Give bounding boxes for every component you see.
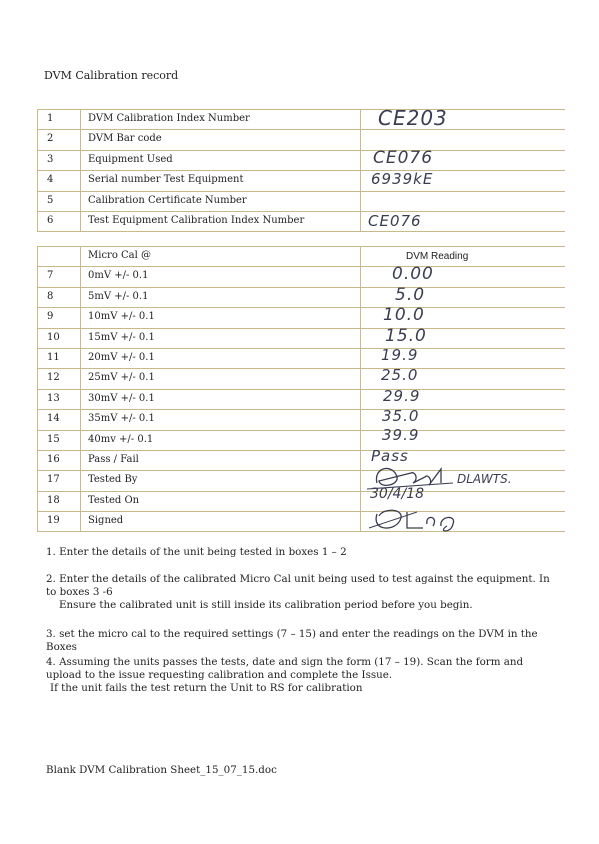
row-number: 11 [47, 351, 60, 363]
handwritten-value: 30/4/18 [370, 485, 424, 502]
row-label: Pass / Fail [88, 453, 139, 465]
row-label: 25mV +/- 0.1 [88, 372, 155, 384]
handwritten-value: 6939kE [371, 170, 434, 189]
handwritten-value: CE076 [368, 211, 422, 230]
row-label: Signed [88, 515, 124, 527]
instruction-2 [46, 573, 556, 612]
row-label: 30mV +/- 0.1 [88, 392, 155, 404]
handwritten-value: Pass [371, 446, 409, 465]
table-row [37, 147, 565, 170]
handwritten-value: 25.0 [381, 366, 419, 385]
row-number: 5 [47, 194, 54, 206]
instruction-1: 1. Enter the details of the unit being tested in boxes 1 – 2 [46, 546, 347, 558]
row-label: Tested By [88, 474, 138, 486]
handwritten-value: 19.9 [381, 345, 419, 364]
row-number: 8 [47, 290, 54, 302]
instruction-2-note: Ensure the calibrated unit is still inside its calibration period before you begin. [59, 599, 473, 611]
row-label: Calibration Certificate Number [88, 194, 247, 206]
handwritten-value: DLAWTS. [457, 472, 512, 487]
row-label: Equipment Used [88, 153, 173, 165]
handwritten-value: CE076 [373, 147, 434, 168]
table-row [37, 386, 565, 409]
table-row [37, 368, 565, 388]
row-label: 5mV +/- 0.1 [88, 290, 149, 302]
instruction-4-text: 4. Assuming the units passes the tests, date and sign the form (17 – 19). Scan the form and upload to the issue requesting calibration and complete the Issue. [46, 656, 524, 681]
table-row [37, 284, 565, 307]
table-row [37, 307, 565, 327]
row-number: 1 [47, 113, 54, 124]
row-label: 40mv +/- 0.1 [88, 433, 154, 445]
row-number: 6 [47, 214, 54, 226]
row-label: DVM Bar code [88, 133, 162, 145]
readings-table [37, 246, 565, 532]
row-number: 15 [47, 433, 60, 445]
instruction-3: 3. set the micro cal to the required settings (7 – 15) and enter the readings on the DVM in the Boxes [46, 628, 538, 653]
handwritten-value: CE203 [378, 106, 448, 130]
table-header-row [37, 246, 565, 266]
row-label: 15mV +/- 0.1 [88, 331, 155, 343]
instruction-2-text: 2. Enter the details of the calibrated Micro Cal unit being used to test against the equipment. In to boxes 3 -6 [46, 573, 550, 598]
table-row [37, 511, 565, 532]
row-label: 35mV +/- 0.1 [88, 413, 155, 425]
row-number: 19 [47, 515, 60, 527]
row-label: Serial number Test Equipment [88, 174, 244, 186]
row-label: 0mV +/- 0.1 [88, 270, 149, 282]
row-number: 18 [47, 494, 60, 506]
row-number: 7 [47, 270, 54, 282]
row-label: 10mV +/- 0.1 [88, 311, 155, 323]
handwritten-value: 15.0 [385, 325, 427, 346]
table-row [37, 129, 565, 149]
row-label: Tested On [88, 494, 140, 506]
row-number: 13 [47, 392, 60, 404]
row-number: 10 [47, 331, 60, 343]
table-row [37, 211, 565, 232]
signature-scribble [367, 504, 487, 534]
row-label: DVM Calibration Index Number [88, 113, 250, 124]
instruction-4 [46, 656, 556, 695]
handwritten-value: 10.0 [383, 305, 425, 326]
table-row [37, 266, 565, 286]
handwritten-value: 35.0 [382, 407, 420, 426]
row-number: 3 [47, 153, 54, 165]
header-micro-cal: Micro Cal @ [88, 250, 152, 261]
handwritten-value: 5.0 [395, 284, 426, 305]
table-row [37, 325, 565, 348]
row-number: 2 [47, 133, 54, 145]
document-footer-filename: Blank DVM Calibration Sheet_15_07_15.doc [46, 764, 277, 776]
table-row [37, 345, 565, 368]
instruction-4-note: If the unit fails the test return the Unit to RS for calibration [50, 682, 363, 694]
document-title: DVM Calibration record [44, 69, 179, 82]
header-dvm-reading: DVM Reading [406, 251, 469, 262]
table-row [37, 106, 565, 130]
row-number: 12 [47, 372, 60, 384]
table-row [37, 170, 565, 190]
handwritten-value: 29.9 [383, 386, 421, 405]
table-row [37, 191, 565, 211]
row-number: 16 [47, 453, 60, 465]
handwritten-value: 39.9 [382, 425, 420, 444]
row-number: 14 [47, 413, 60, 425]
row-number: 9 [47, 311, 54, 323]
row-number: 4 [47, 174, 54, 186]
row-label: Test Equipment Calibration Index Number [88, 214, 305, 226]
row-number: 17 [47, 474, 60, 486]
handwritten-value: 0.00 [392, 264, 434, 285]
calibration-info-table [37, 106, 565, 232]
row-label: 20mV +/- 0.1 [88, 351, 155, 363]
